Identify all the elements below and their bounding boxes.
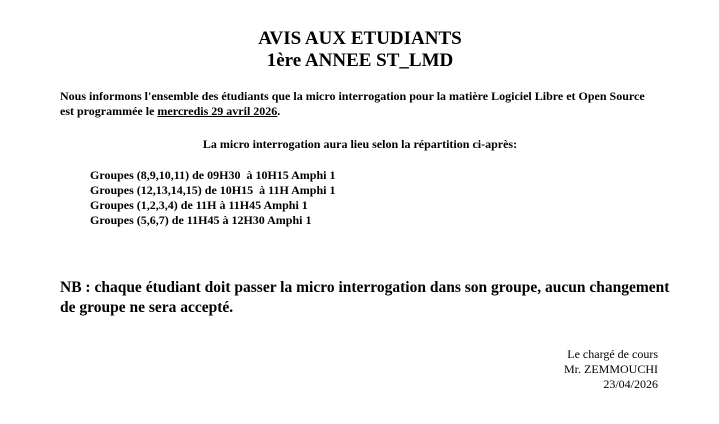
- list-item: Groupes (1,2,3,4) de 11H à 11H45 Amphi 1: [90, 198, 308, 212]
- list-item: Groupes (5,6,7) de 11H45 à 12H30 Amphi 1: [90, 213, 312, 227]
- signature-date: 23/04/2026: [603, 377, 658, 391]
- list-item: Groupes (8,9,10,11) de 09H30 à 10H15 Amphi 1: [90, 168, 336, 182]
- intro-text: Nous informons l'ensemble des étudiants que la micro interrogation pour la matière Logiciel Libre et Open Source est programmée le: [60, 89, 645, 118]
- signature-role: Le chargé de cours: [567, 347, 658, 361]
- signature-name: Mr. ZEMMOUCHI: [563, 362, 658, 376]
- nb-notice: NB : chaque étudiant doit passer la micro interrogation dans son groupe, aucun changement de groupe ne sera accepté.: [60, 279, 670, 316]
- schedule-lead: La micro interrogation aura lieu selon la répartition ci-après:: [202, 137, 518, 151]
- notice-subtitle: 1ère ANNEE ST_LMD: [266, 50, 454, 71]
- list-item: Groupes (12,13,14,15) de 10H15 à 11H Amphi 1: [90, 183, 336, 197]
- group-schedule-list: [90, 168, 335, 228]
- signature-block: [564, 347, 658, 392]
- intro-end: .: [277, 104, 281, 118]
- exam-date: mercredis 29 avril 2026: [157, 104, 278, 118]
- intro-paragraph: [60, 89, 660, 119]
- notice-title: AVIS AUX ETUDIANTS: [258, 28, 462, 49]
